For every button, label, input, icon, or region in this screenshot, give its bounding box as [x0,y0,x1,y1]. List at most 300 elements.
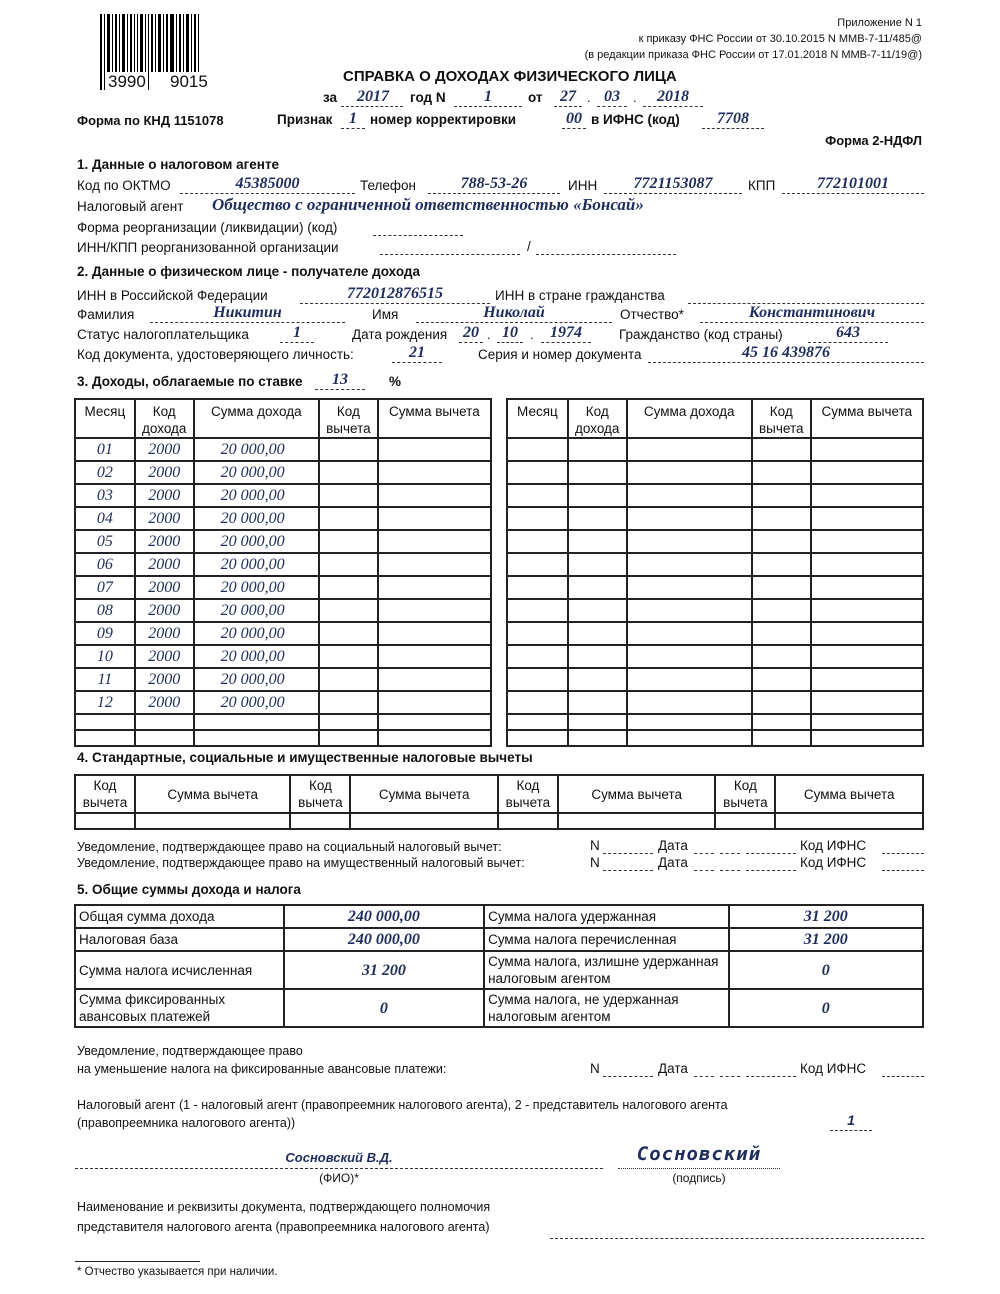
cell-empty[interactable] [811,668,923,691]
property-n-field[interactable] [603,870,653,871]
cell-empty[interactable] [568,438,627,461]
cell-month[interactable]: 07 [75,576,135,599]
table-row [75,599,491,622]
cell-ded-code[interactable] [319,553,378,576]
cell-code[interactable] [135,730,194,746]
cell-empty[interactable] [627,730,752,746]
appendix-line3: (в редакции приказа ФНС России от 17.01.2018 N ММВ-7-11/19@) [584,49,922,61]
appendix-line2: к приказу ФНС России от 30.10.2015 N ММВ-7-11/485@ [638,33,922,45]
col-deduction-sum: Сумма вычета [378,399,491,438]
cell-empty[interactable] [752,730,811,746]
tax-overwithheld-value[interactable]: 0 [729,951,923,989]
fio-caption: (ФИО)* [319,1171,359,1185]
cell-empty[interactable] [627,553,752,576]
cell-empty[interactable] [507,645,568,668]
from-label: от [528,90,543,105]
cell-empty[interactable] [507,730,568,746]
cell-ded-code[interactable] [319,507,378,530]
col-income-sum: Сумма дохода [627,399,752,438]
ded-cell[interactable] [775,813,923,829]
cell-empty[interactable] [752,599,811,622]
cell-empty[interactable] [507,438,568,461]
ded-cell[interactable] [135,813,291,829]
cell-empty[interactable] [568,576,627,599]
cell-code[interactable]: 2000 [135,530,194,553]
ifns-field[interactable]: 7708 [717,110,749,127]
citizenship-label: Гражданство (код страны) [619,327,783,342]
social-n-field[interactable] [603,853,653,854]
ded-cell[interactable] [558,813,716,829]
ded-cell[interactable] [498,813,558,829]
cell-ded-code[interactable] [319,668,378,691]
knd-label: Форма по КНД 1151078 [77,113,224,128]
agent-label: Налоговый агент [77,199,184,214]
inn-label: ИНН [568,178,598,193]
cell-empty[interactable] [507,714,568,730]
cell-month[interactable]: 09 [75,622,135,645]
cell-empty[interactable] [568,530,627,553]
table-row [507,576,923,599]
col-ded-code-3: Код вычета [498,775,558,813]
cell-empty[interactable] [752,553,811,576]
cell-month[interactable]: 06 [75,553,135,576]
cell-empty[interactable] [811,530,923,553]
cell-empty[interactable] [627,599,752,622]
doc-series-field[interactable]: 45 16 439876 [742,344,830,361]
cell-code[interactable]: 2000 [135,484,194,507]
cell-code[interactable]: 2000 [135,668,194,691]
cell-sum[interactable] [194,714,319,730]
inn-field[interactable]: 7721153087 [633,175,713,192]
cell-empty[interactable] [752,645,811,668]
doc-code-label: Код документа, удостоверяющего личность: [77,347,354,362]
kpp-field[interactable]: 772101001 [817,175,889,192]
advance-notice-label-2: на уменьшение налога на фиксированные авансовые платежи: [77,1062,447,1076]
advance-notice-label-1: Уведомление, подтверждающее право [77,1044,303,1058]
footnote: * Отчество указывается при наличии. [77,1266,278,1278]
cell-empty[interactable] [752,438,811,461]
doc-field[interactable] [550,1238,924,1239]
tax-calculated-label: Сумма налога исчисленная [75,951,284,989]
advance-date-year[interactable] [746,1076,796,1077]
doc-label-2: представителя налогового агента (правопреемника налогового агента) [77,1220,490,1234]
cell-empty[interactable] [752,622,811,645]
cell-empty[interactable] [627,530,752,553]
status-field[interactable]: 1 [293,324,301,341]
property-date-month[interactable] [720,870,740,871]
col-deduction-code: Код вычета [319,399,378,438]
cell-empty[interactable] [627,484,752,507]
name-label: Имя [372,307,399,322]
income-table-right [506,398,924,747]
property-date-day[interactable] [694,870,714,871]
cell-empty[interactable] [811,599,923,622]
tax-withheld-value[interactable]: 31 200 [729,905,923,928]
phone-field[interactable]: 788-53-26 [460,175,528,192]
cell-ded-sum[interactable] [378,714,491,730]
table-row [75,461,491,484]
cell-empty[interactable] [627,622,752,645]
cell-month[interactable]: 03 [75,484,135,507]
cell-ded-code[interactable] [319,730,378,746]
cell-code[interactable]: 2000 [135,622,194,645]
sign-field[interactable]: 1 [349,110,357,127]
property-date-year[interactable] [746,870,796,871]
date-day-field[interactable]: 27 [560,88,576,105]
year-field[interactable]: 2017 [357,88,389,105]
date-year-field[interactable]: 2018 [657,88,689,105]
tax-not-withheld-value[interactable]: 0 [729,989,923,1027]
col-ded-code-2: Код вычета [290,775,350,813]
cell-empty[interactable] [811,622,923,645]
cell-ded-sum[interactable] [378,576,491,599]
correction-field[interactable]: 00 [566,110,582,127]
for-label: за [323,90,338,105]
tax-withheld-label: Сумма налога удержанная [484,905,728,928]
cell-empty[interactable] [811,461,923,484]
table-row [75,622,491,645]
cell-ded-sum[interactable] [378,530,491,553]
cell-empty[interactable] [752,576,811,599]
cell-empty[interactable] [627,507,752,530]
cell-empty[interactable] [568,507,627,530]
cell-sum[interactable] [194,730,319,746]
tax-transferred-value[interactable]: 31 200 [729,928,923,951]
cell-empty[interactable] [811,714,923,730]
cell-ded-sum[interactable] [378,461,491,484]
cell-empty[interactable] [507,530,568,553]
fixed-advance-value[interactable]: 0 [284,989,484,1027]
cell-empty[interactable] [752,668,811,691]
fio-field[interactable]: Сосновский В.Д. [285,1150,393,1165]
table-row [507,507,923,530]
cell-empty[interactable] [752,714,811,730]
cell-empty[interactable] [752,691,811,714]
cell-sum[interactable]: 20 000,00 [194,691,319,714]
col-ded-sum-1: Сумма вычета [135,775,291,813]
cell-sum[interactable]: 20 000,00 [194,438,319,461]
table-row [75,714,491,730]
cell-code[interactable] [135,714,194,730]
tax-base-label: Налоговая база [75,928,284,951]
cell-month[interactable]: 12 [75,691,135,714]
cell-code[interactable]: 2000 [135,461,194,484]
table-row [507,691,923,714]
ded-cell[interactable] [715,813,775,829]
table-row [75,645,491,668]
table-row [75,484,491,507]
kpp-label: КПП [748,178,776,193]
cell-empty[interactable] [507,507,568,530]
cell-empty[interactable] [627,438,752,461]
cell-sum[interactable]: 20 000,00 [194,484,319,507]
agent-type-field[interactable]: 1 [847,1112,855,1128]
signature-field[interactable]: Сосновский [636,1143,762,1165]
cell-empty[interactable] [811,730,923,746]
cell-month[interactable]: 02 [75,461,135,484]
cell-empty[interactable] [811,691,923,714]
section1-title: 1. Данные о налоговом агенте [77,157,280,172]
reorg-form-field[interactable] [373,235,463,236]
cell-month[interactable]: 10 [75,645,135,668]
cell-empty[interactable] [568,714,627,730]
tax-not-withheld-label: Сумма налога, не удержанная налоговым агентом [484,989,728,1027]
inn-rf-field[interactable]: 772012876515 [347,285,443,302]
cell-empty[interactable] [568,553,627,576]
advance-date-day[interactable] [694,1076,714,1077]
cell-ded-sum[interactable] [378,599,491,622]
cell-ded-code[interactable] [319,461,378,484]
footnote-divider [75,1261,200,1262]
cell-month[interactable]: 01 [75,438,135,461]
birth-year-field[interactable]: 1974 [550,324,582,341]
table-row [507,714,923,730]
table-row [75,438,491,461]
cell-empty[interactable] [568,461,627,484]
barcode-icon [100,14,248,90]
table-row [75,668,491,691]
number-field[interactable]: 1 [484,88,492,105]
cell-sum[interactable]: 20 000,00 [194,461,319,484]
cell-month[interactable]: 08 [75,599,135,622]
cell-empty[interactable] [627,714,752,730]
cell-month[interactable] [75,730,135,746]
income-table-left [74,398,492,747]
property-notice-label: Уведомление, подтверждающее право на имущественный налоговый вычет: [77,856,525,870]
cell-empty[interactable] [568,668,627,691]
cell-empty[interactable] [752,507,811,530]
tax-transferred-label: Сумма налога перечисленная [484,928,728,951]
cell-code[interactable]: 2000 [135,438,194,461]
cell-ded-sum[interactable] [378,438,491,461]
cell-ded-code[interactable] [319,484,378,507]
cell-ded-sum[interactable] [378,691,491,714]
ded-cell[interactable] [350,813,498,829]
cell-ded-code[interactable] [319,691,378,714]
cell-empty[interactable] [752,530,811,553]
col-ded-sum-2: Сумма вычета [350,775,498,813]
advance-date-month[interactable] [720,1076,740,1077]
inn-rf-label: ИНН в Российской Федерации [77,288,268,303]
inn-foreign-label: ИНН в стране гражданства [495,288,665,303]
cell-sum[interactable]: 20 000,00 [194,530,319,553]
status-label: Статус налогоплательщика [77,327,249,342]
section4-title: 4. Стандартные, социальные и имущественные налоговые вычеты [77,750,533,765]
total-income-label: Общая сумма дохода [75,905,284,928]
cell-empty[interactable] [627,668,752,691]
cell-empty[interactable] [507,668,568,691]
cell-code[interactable]: 2000 [135,553,194,576]
cell-code[interactable]: 2000 [135,599,194,622]
col-ded-code-4: Код вычета [715,775,775,813]
cell-empty[interactable] [811,438,923,461]
cell-empty[interactable] [811,507,923,530]
agent-type-label-2: (правопреемника налогового агента)) [77,1116,296,1130]
phone-label: Телефон [360,178,417,193]
cell-month[interactable] [75,714,135,730]
barcode-right-digits: 9015 [170,72,208,91]
cell-empty[interactable] [568,645,627,668]
total-income-value[interactable]: 240 000,00 [284,905,484,928]
cell-empty[interactable] [627,576,752,599]
cell-empty[interactable] [507,599,568,622]
cell-ded-sum[interactable] [378,484,491,507]
cell-empty[interactable] [568,691,627,714]
ded-cell[interactable] [290,813,350,829]
page-title: СПРАВКА О ДОХОДАХ ФИЗИЧЕСКОГО ЛИЦА [343,68,677,85]
social-date-month[interactable] [720,853,740,854]
cell-empty[interactable] [568,622,627,645]
date-month-field[interactable]: 03 [604,88,620,105]
table-row [507,553,923,576]
cell-code[interactable]: 2000 [135,691,194,714]
reorg-inn-field[interactable] [380,254,520,255]
oktmo-field[interactable]: 45385000 [235,175,300,192]
signature-caption: (подпись) [672,1171,726,1185]
col-ded-code-1: Код вычета [75,775,135,813]
doc-label-1: Наименование и реквизиты документа, подтверждающего полномочия [77,1200,491,1214]
table-row [75,730,491,746]
table-row [75,530,491,553]
cell-sum[interactable]: 20 000,00 [194,668,319,691]
cell-empty[interactable] [568,599,627,622]
advance-n-field[interactable] [603,1076,653,1077]
cell-sum[interactable]: 20 000,00 [194,599,319,622]
cell-empty[interactable] [507,622,568,645]
cell-empty[interactable] [507,553,568,576]
patronymic-field[interactable]: Константинович [748,304,876,321]
ded-cell[interactable] [75,813,135,829]
cell-empty[interactable] [811,553,923,576]
cell-empty[interactable] [627,645,752,668]
table-row [75,507,491,530]
cell-ded-sum[interactable] [378,622,491,645]
cell-sum[interactable]: 20 000,00 [194,507,319,530]
cell-sum[interactable]: 20 000,00 [194,553,319,576]
table-row [75,576,491,599]
property-ifns-field[interactable] [882,870,924,871]
birth-label: Дата рождения [352,327,448,342]
cell-ded-code[interactable] [319,645,378,668]
name-field[interactable]: Николай [483,304,545,321]
reorg-kpp-field[interactable] [536,254,676,255]
table-row [507,530,923,553]
social-notice-label: Уведомление, подтверждающее право на социальный налоговый вычет: [77,840,502,854]
citizenship-field[interactable]: 643 [836,324,860,341]
table-row [507,668,923,691]
cell-ded-sum[interactable] [378,668,491,691]
table-row [507,645,923,668]
fixed-advance-label: Сумма фиксированных авансовых платежей [75,989,284,1027]
cell-empty[interactable] [811,576,923,599]
tax-base-value[interactable]: 240 000,00 [284,928,484,951]
cell-empty[interactable] [752,484,811,507]
barcode-left-digits: 3990 [108,72,146,91]
correction-label: номер корректировки [370,112,517,127]
cell-code[interactable]: 2000 [135,576,194,599]
cell-empty[interactable] [568,730,627,746]
cell-empty[interactable] [507,576,568,599]
table-row [507,622,923,645]
cell-ded-code[interactable] [319,714,378,730]
advance-ifns-field[interactable] [882,1076,924,1077]
cell-code[interactable]: 2000 [135,507,194,530]
cell-empty[interactable] [627,461,752,484]
col-ded-sum-3: Сумма вычета [558,775,716,813]
cell-sum[interactable]: 20 000,00 [194,622,319,645]
surname-label: Фамилия [77,307,135,322]
ifns-label: в ИФНС (код) [591,112,680,127]
cell-ded-code[interactable] [319,438,378,461]
cell-ded-sum[interactable] [378,553,491,576]
cell-sum[interactable]: 20 000,00 [194,576,319,599]
col-month: Месяц [507,399,568,438]
cell-ded-sum[interactable] [378,507,491,530]
agent-field[interactable]: Общество с ограниченной ответственностью «Бонсай» [212,195,644,214]
cell-empty[interactable] [811,645,923,668]
cell-empty[interactable] [752,461,811,484]
cell-ded-code[interactable] [319,530,378,553]
col-deduction-code: Код вычета [752,399,811,438]
table-row [507,599,923,622]
col-income-sum: Сумма дохода [194,399,319,438]
tax-calculated-value[interactable]: 31 200 [284,951,484,989]
table-row [507,484,923,507]
cell-ded-sum[interactable] [378,730,491,746]
social-date-year[interactable] [746,853,796,854]
cell-ded-code[interactable] [319,599,378,622]
cell-month[interactable]: 04 [75,507,135,530]
table-row [507,461,923,484]
doc-code-field[interactable]: 21 [409,344,425,361]
patronymic-label: Отчество* [620,307,684,322]
doc-series-label: Серия и номер документа [478,347,642,362]
cell-month[interactable]: 11 [75,668,135,691]
year-no-label: год N [410,90,446,105]
cell-ded-code[interactable] [319,622,378,645]
cell-sum[interactable]: 20 000,00 [194,645,319,668]
cell-empty[interactable] [627,691,752,714]
col-month: Месяц [75,399,135,438]
col-deduction-sum: Сумма вычета [811,399,923,438]
cell-code[interactable]: 2000 [135,645,194,668]
surname-field[interactable]: Никитин [213,304,282,321]
social-ifns-field[interactable] [882,853,924,854]
cell-empty[interactable] [507,691,568,714]
cell-ded-sum[interactable] [378,645,491,668]
col-income-code: Код дохода [568,399,627,438]
cell-empty[interactable] [507,484,568,507]
birth-month-field[interactable]: 10 [502,324,518,341]
tax-overwithheld-label: Сумма налога, излишне удержанная налоговым агентом [484,951,728,989]
col-income-code: Код дохода [135,399,194,438]
social-date-day[interactable] [694,853,714,854]
sign-label: Признак [277,112,333,127]
cell-ded-code[interactable] [319,576,378,599]
birth-day-field[interactable]: 20 [463,324,479,341]
cell-empty[interactable] [507,461,568,484]
rate-field[interactable]: 13 [332,371,348,388]
table-row [507,438,923,461]
reorg-innkpp-label: ИНН/КПП реорганизованной организации [77,240,339,255]
cell-month[interactable]: 05 [75,530,135,553]
totals-table [74,904,924,1028]
agent-type-label-1: Налоговый агент (1 - налоговый агент (правопреемник налогового агента), 2 - представитель налогового агента [77,1098,728,1112]
cell-empty[interactable] [811,484,923,507]
cell-empty[interactable] [568,484,627,507]
table-row [75,691,491,714]
col-ded-sum-4: Сумма вычета [775,775,923,813]
